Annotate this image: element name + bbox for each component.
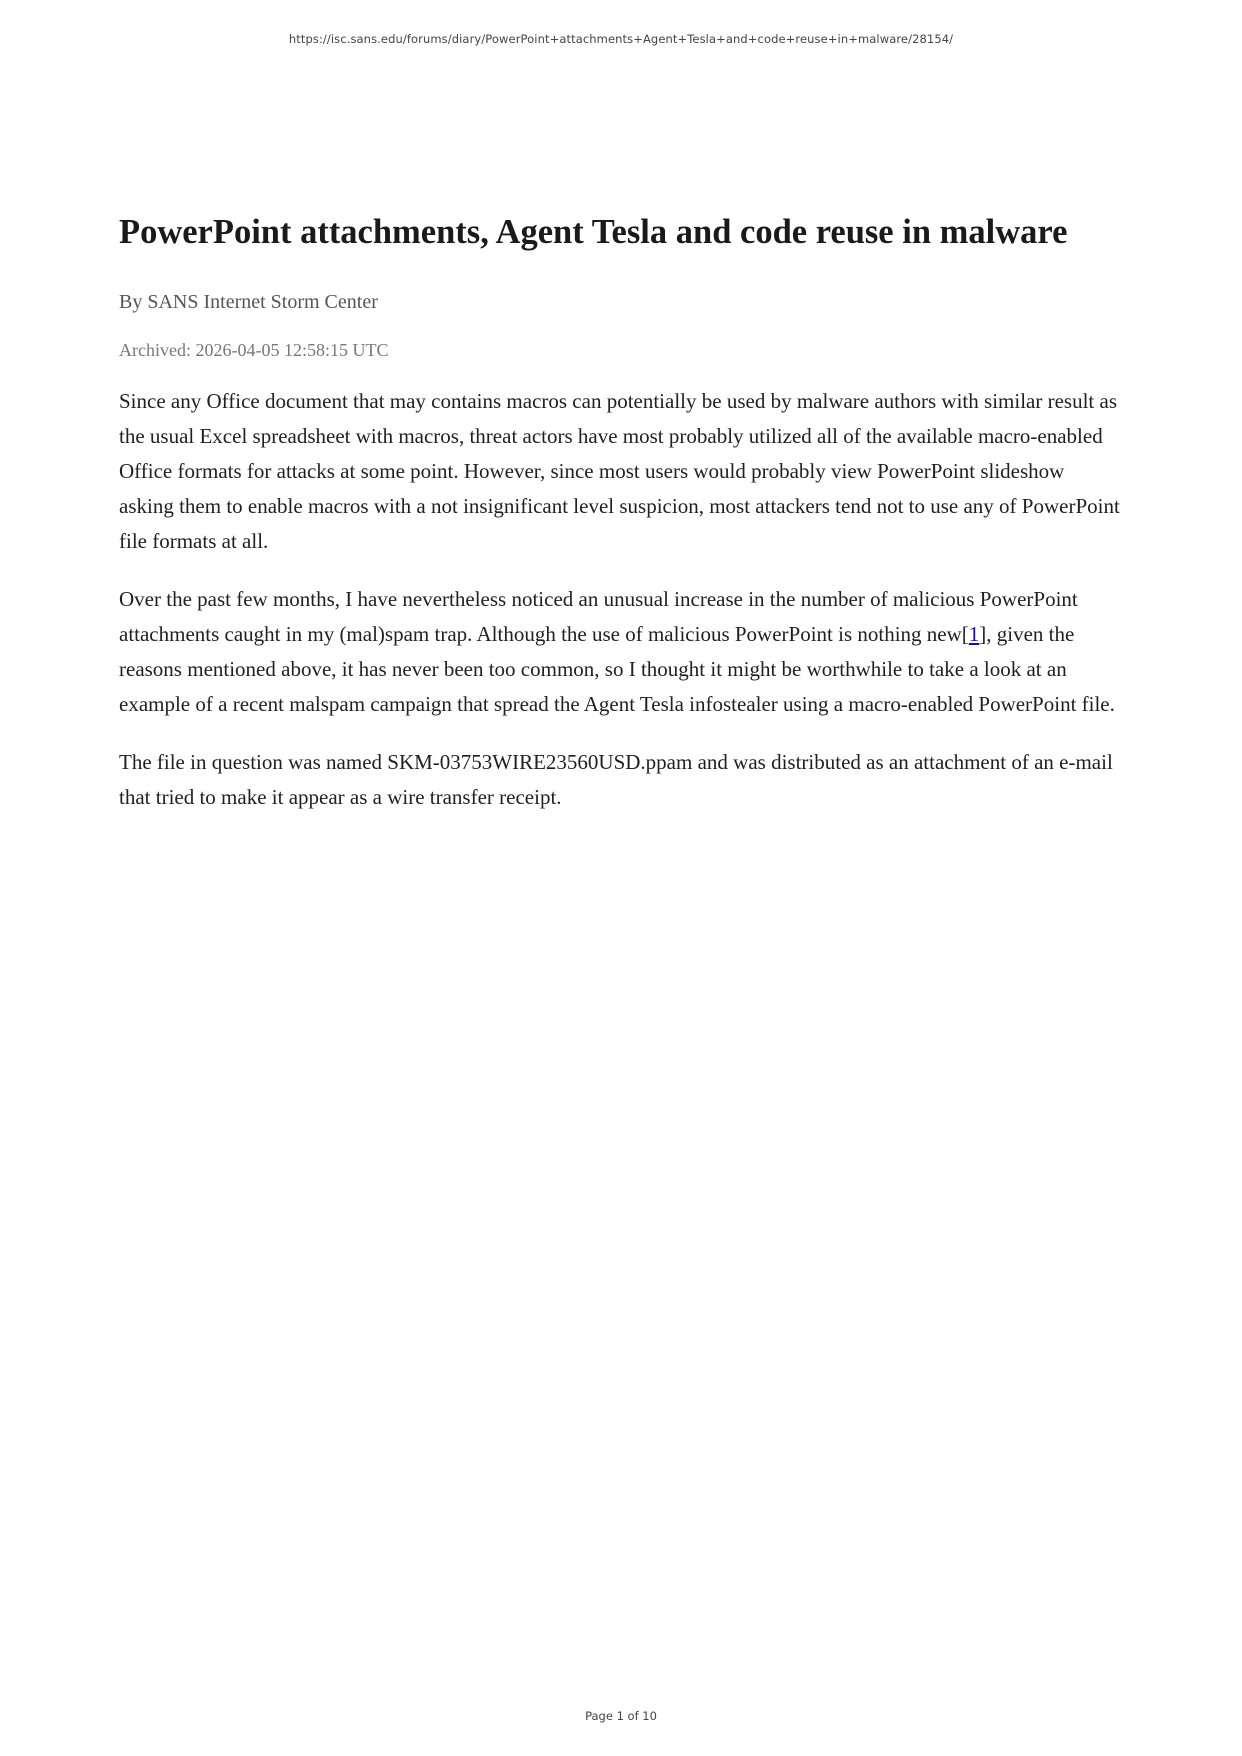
article-byline: By SANS Internet Storm Center	[119, 291, 378, 313]
paragraph-2-text-after-ref: ], given the reasons mentioned above, it has never been too common, so I thought it might be worthwhile to take a look at an example of a recent malspam campaign that spread the Agent Tesla infostealer using a macro-enabled PowerPoint file.	[119, 622, 1115, 716]
article-title: PowerPoint attachments, Agent Tesla and code reuse in malware	[119, 213, 1068, 251]
archived-timestamp: Archived: 2026-04-05 12:58:15 UTC	[119, 340, 389, 360]
paragraph-2-text-before-ref: Over the past few months, I have nevertheless noticed an unusual increase in the number of malicious PowerPoint attachments caught in my (mal)spam trap. Although the use of malicious PowerPoint is nothing new[	[119, 587, 1078, 646]
article-paragraph-3: The file in question was named SKM-03753WIRE23560USD.ppam and was distributed as an attachment of an e-mail that tried to make it appear as a wire transfer receipt.	[119, 750, 1113, 809]
article-paragraph-1: Since any Office document that may contains macros can potentially be used by malware authors with similar result as the usual Excel spreadsheet with macros, threat actors have most probably utilized all of the available macro-enabled Office formats for attacks at some point. However, since most users would probably view PowerPoint slideshow asking them to enable macros with a not insignificant level suspicion, most attackers tend not to use any of PowerPoint file formats at all.	[119, 389, 1120, 553]
article	[119, 210, 1124, 815]
article-paragraph-2	[119, 582, 1124, 722]
reference-link-1[interactable]: 1	[968, 622, 980, 646]
page-number-footer: Page 1 of 10	[585, 1709, 657, 1723]
page-url-header: https://isc.sans.edu/forums/diary/PowerPoint+attachments+Agent+Tesla+and+code+reuse+in+malware/28154/	[288, 32, 954, 46]
